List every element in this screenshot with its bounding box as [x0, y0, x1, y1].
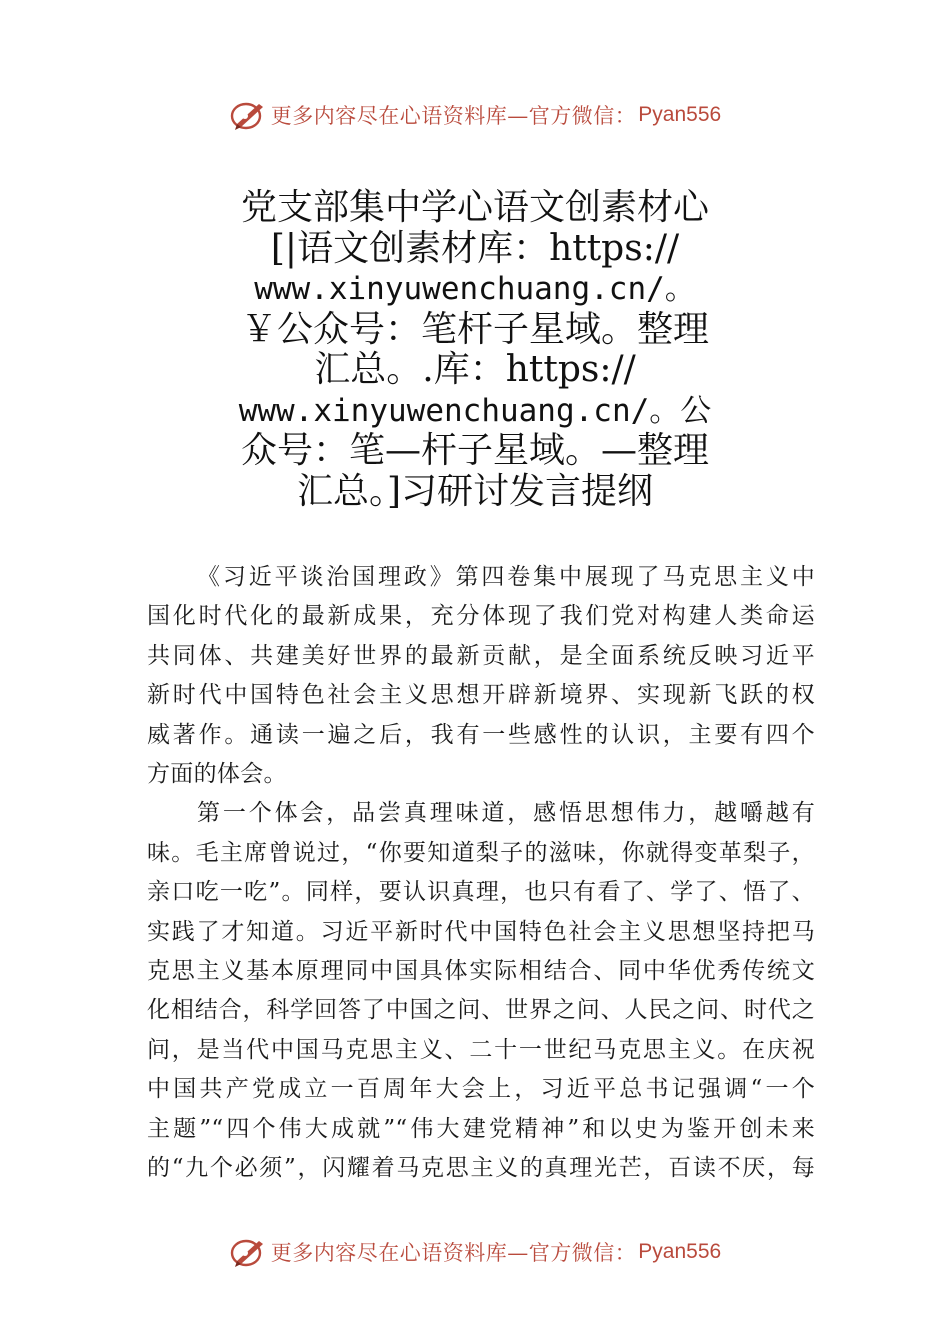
header-banner	[0, 95, 950, 135]
title-line: ￥公众号：笔杆子星域。整理	[240, 308, 709, 350]
footer-banner	[0, 1232, 950, 1272]
paragraph-line: 味。毛主席曾说过，“你要知道梨子的滋味，你就得变革梨子，	[147, 839, 815, 866]
title-line: www.xinyuwenchuang.cn/。公	[238, 392, 712, 429]
title-line: [|语文创素材库：https://	[270, 227, 680, 269]
paragraph-line: 《习近平谈治国理政》第四卷集中展现了马克思主义中	[197, 564, 815, 590]
paragraph-line: 中国共产党成立一百周年大会上，习近平总书记强调“一个	[147, 1076, 815, 1103]
paragraph-line: 第一个体会，品尝真理味道，感悟思想伟力，越嚼越有	[197, 800, 815, 827]
title-line: 汇总。]习研讨发言提纲	[296, 470, 654, 512]
paragraph-2	[147, 794, 815, 1188]
document-body	[147, 558, 815, 1189]
paragraph-line: 化相结合，科学回答了中国之问、世界之问、人民之问、时代之	[147, 997, 815, 1024]
paragraph-line: 实践了才知道。习近平新时代中国特色社会主义思想坚持把马	[147, 918, 815, 945]
paragraph-line: 问，是当代中国马克思主义、二十一世纪马克思主义。在庆祝	[147, 1036, 815, 1063]
paragraph-line: 的“九个必须”，闪耀着马克思主义的真理光芒，百读不厌，每	[147, 1155, 815, 1182]
document-title	[150, 188, 800, 512]
paragraph-line: 新时代中国特色社会主义思想开辟新境界、实现新飞跃的权	[147, 682, 815, 709]
banner-wechat-id: Pyan556	[638, 1240, 722, 1263]
paragraph-line: 亲口吃一吃”。同样，要认识真理，也只有看了、学了、悟了、	[147, 879, 815, 906]
paragraph-1	[147, 558, 815, 794]
paragraph-line: 共同体、共建美好世界的最新贡献，是全面系统反映习近平	[147, 642, 815, 669]
title-line: www.xinyuwenchuang.cn/。	[254, 271, 696, 307]
banner-text: 更多内容尽在心语资料库—官方微信：	[270, 1241, 637, 1265]
banner-text: 更多内容尽在心语资料库—官方微信：	[270, 104, 637, 128]
title-line: 众号：笔—杆子星域。—整理	[240, 430, 709, 471]
paragraph-line: 主题”“四个伟大成就”“伟大建党精神”和以史为鉴开创未来	[147, 1115, 815, 1142]
paragraph-line: 克思主义基本原理同中国具体实际相结合、同中华优秀传统文	[147, 958, 815, 985]
paragraph-line: 国化时代化的最新成果，充分体现了我们党对构建人类命运	[147, 603, 815, 630]
paragraph-line: 威著作。通读一遍之后，我有一些感性的认识，主要有四个	[147, 721, 815, 748]
title-line: 汇总。.库：https://	[314, 349, 636, 390]
pen-logo-icon	[229, 98, 267, 132]
pen-logo-icon	[229, 1235, 267, 1269]
title-line: 党支部集中学心语文创素材心	[240, 187, 709, 228]
banner-wechat-id: Pyan556	[638, 103, 722, 126]
paragraph-line: 方面的体会。	[147, 761, 287, 788]
